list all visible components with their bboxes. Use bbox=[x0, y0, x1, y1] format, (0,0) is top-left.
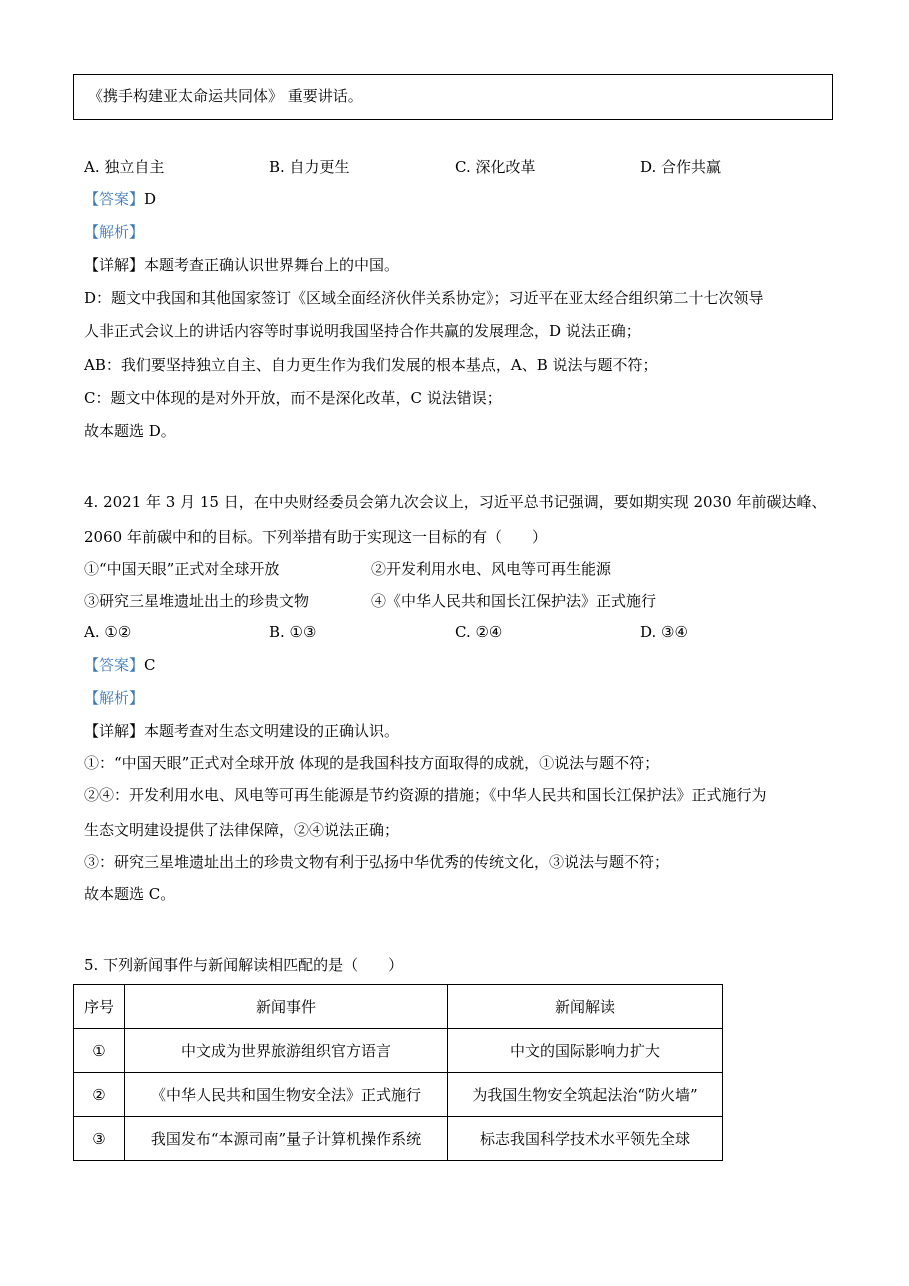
q4-detail-line: 生态文明建设提供了法律保障，②④说法正确； bbox=[84, 821, 400, 839]
q4-detail-line: ②④：开发利用水电、风电等可再生能源是节约资源的措施；《中华人民共和国长江保护法》正式施行为 bbox=[84, 786, 767, 804]
table-header-cell: 新闻事件 bbox=[125, 985, 448, 1029]
q4-detail-line: 故本题选 C。 bbox=[84, 885, 176, 903]
answer-tag: 【答案】 bbox=[84, 190, 145, 208]
table-cell: 中文的国际影响力扩大 bbox=[448, 1029, 723, 1073]
table-header-cell: 新闻解读 bbox=[448, 985, 723, 1029]
q3-detail-line: 故本题选 D。 bbox=[84, 422, 176, 440]
q3-option-a: A. 独立自主 bbox=[84, 158, 165, 176]
q3-detail-line: AB：我们要坚持独立自主、自力更生作为我们发展的根本基点，A、B 说法与题不符； bbox=[84, 356, 658, 374]
table-cell: 我国发布“本源司南”量子计算机操作系统 bbox=[125, 1117, 448, 1161]
q4-detail-line: ③：研究三星堆遗址出土的珍贵文物有利于弘扬中华优秀的传统文化，③说法与题不符； bbox=[84, 853, 670, 871]
table-cell: ① bbox=[74, 1029, 125, 1073]
q4-item-1: ①“中国天眼”正式对全球开放 bbox=[84, 560, 280, 578]
table-row bbox=[74, 1073, 723, 1117]
q3-detail-line: 【详解】本题考查正确认识世界舞台上的中国。 bbox=[84, 256, 400, 274]
q3-option-b: B. 自力更生 bbox=[269, 158, 350, 176]
table-cell: ③ bbox=[74, 1117, 125, 1161]
answer-tag: 【答案】 bbox=[84, 656, 145, 674]
q4-option-c: C. ②④ bbox=[455, 623, 503, 641]
table-cell: 《中华人民共和国生物安全法》正式施行 bbox=[125, 1073, 448, 1117]
q4-stem-line: 2060 年前碳中和的目标。下列举措有助于实现这一目标的有（ ） bbox=[84, 528, 547, 546]
table-cell: ② bbox=[74, 1073, 125, 1117]
q4-detail-line: 【详解】本题考查对生态文明建设的正确认识。 bbox=[84, 722, 400, 740]
news-table bbox=[73, 984, 723, 1161]
q4-option-d: D. ③④ bbox=[640, 623, 688, 641]
table-header-cell: 序号 bbox=[74, 985, 125, 1029]
table-cell: 标志我国科学技术水平领先全球 bbox=[448, 1117, 723, 1161]
table-row bbox=[74, 1029, 723, 1073]
q4-option-b: B. ①③ bbox=[269, 623, 317, 641]
q3-option-c: C. 深化改革 bbox=[455, 158, 536, 176]
q4-item-4: ④《中华人民共和国长江保护法》正式施行 bbox=[371, 592, 657, 610]
quote-box-text: 《携手构建亚太命运共同体》 重要讲话。 bbox=[88, 87, 363, 105]
q4-item-2: ②开发利用水电、风电等可再生能源 bbox=[371, 560, 612, 578]
q4-detail-line: ①：“中国天眼”正式对全球开放 体现的是我国科技方面取得的成就，①说法与题不符； bbox=[84, 754, 660, 772]
q3-answer bbox=[84, 189, 156, 209]
table-header-row bbox=[74, 985, 723, 1029]
q5-stem: 5. 下列新闻事件与新闻解读相匹配的是（ ） bbox=[84, 956, 404, 974]
q3-option-d: D. 合作共赢 bbox=[640, 158, 722, 176]
q4-analysis-tag: 【解析】 bbox=[84, 689, 145, 707]
q3-detail-line: D：题文中我国和其他国家签订《区域全面经济伙伴关系协定》；习近平在亚太经合组织第二十七次领导 bbox=[84, 289, 764, 307]
quote-box bbox=[73, 74, 833, 120]
answer-value: C bbox=[144, 656, 156, 674]
table-cell: 为我国生物安全筑起法治“防火墙” bbox=[448, 1073, 723, 1117]
q4-option-a: A. ①② bbox=[84, 623, 132, 641]
q4-stem-line: 4. 2021 年 3 月 15 日，在中央财经委员会第九次会议上，习近平总书记强调，要如期实现 2030 年前碳达峰、 bbox=[84, 493, 827, 511]
table-cell: 中文成为世界旅游组织官方语言 bbox=[125, 1029, 448, 1073]
q3-detail-line: C：题文中体现的是对外开放，而不是深化改革，C 说法错误； bbox=[84, 389, 502, 407]
answer-value: D bbox=[144, 190, 157, 208]
table-row bbox=[74, 1117, 723, 1161]
q3-analysis-tag: 【解析】 bbox=[84, 223, 145, 241]
q3-detail-line: 人非正式会议上的讲话内容等时事说明我国坚持合作共赢的发展理念，D 说法正确； bbox=[84, 322, 641, 340]
q4-answer bbox=[84, 655, 156, 675]
q4-item-3: ③研究三星堆遗址出土的珍贵文物 bbox=[84, 592, 310, 610]
